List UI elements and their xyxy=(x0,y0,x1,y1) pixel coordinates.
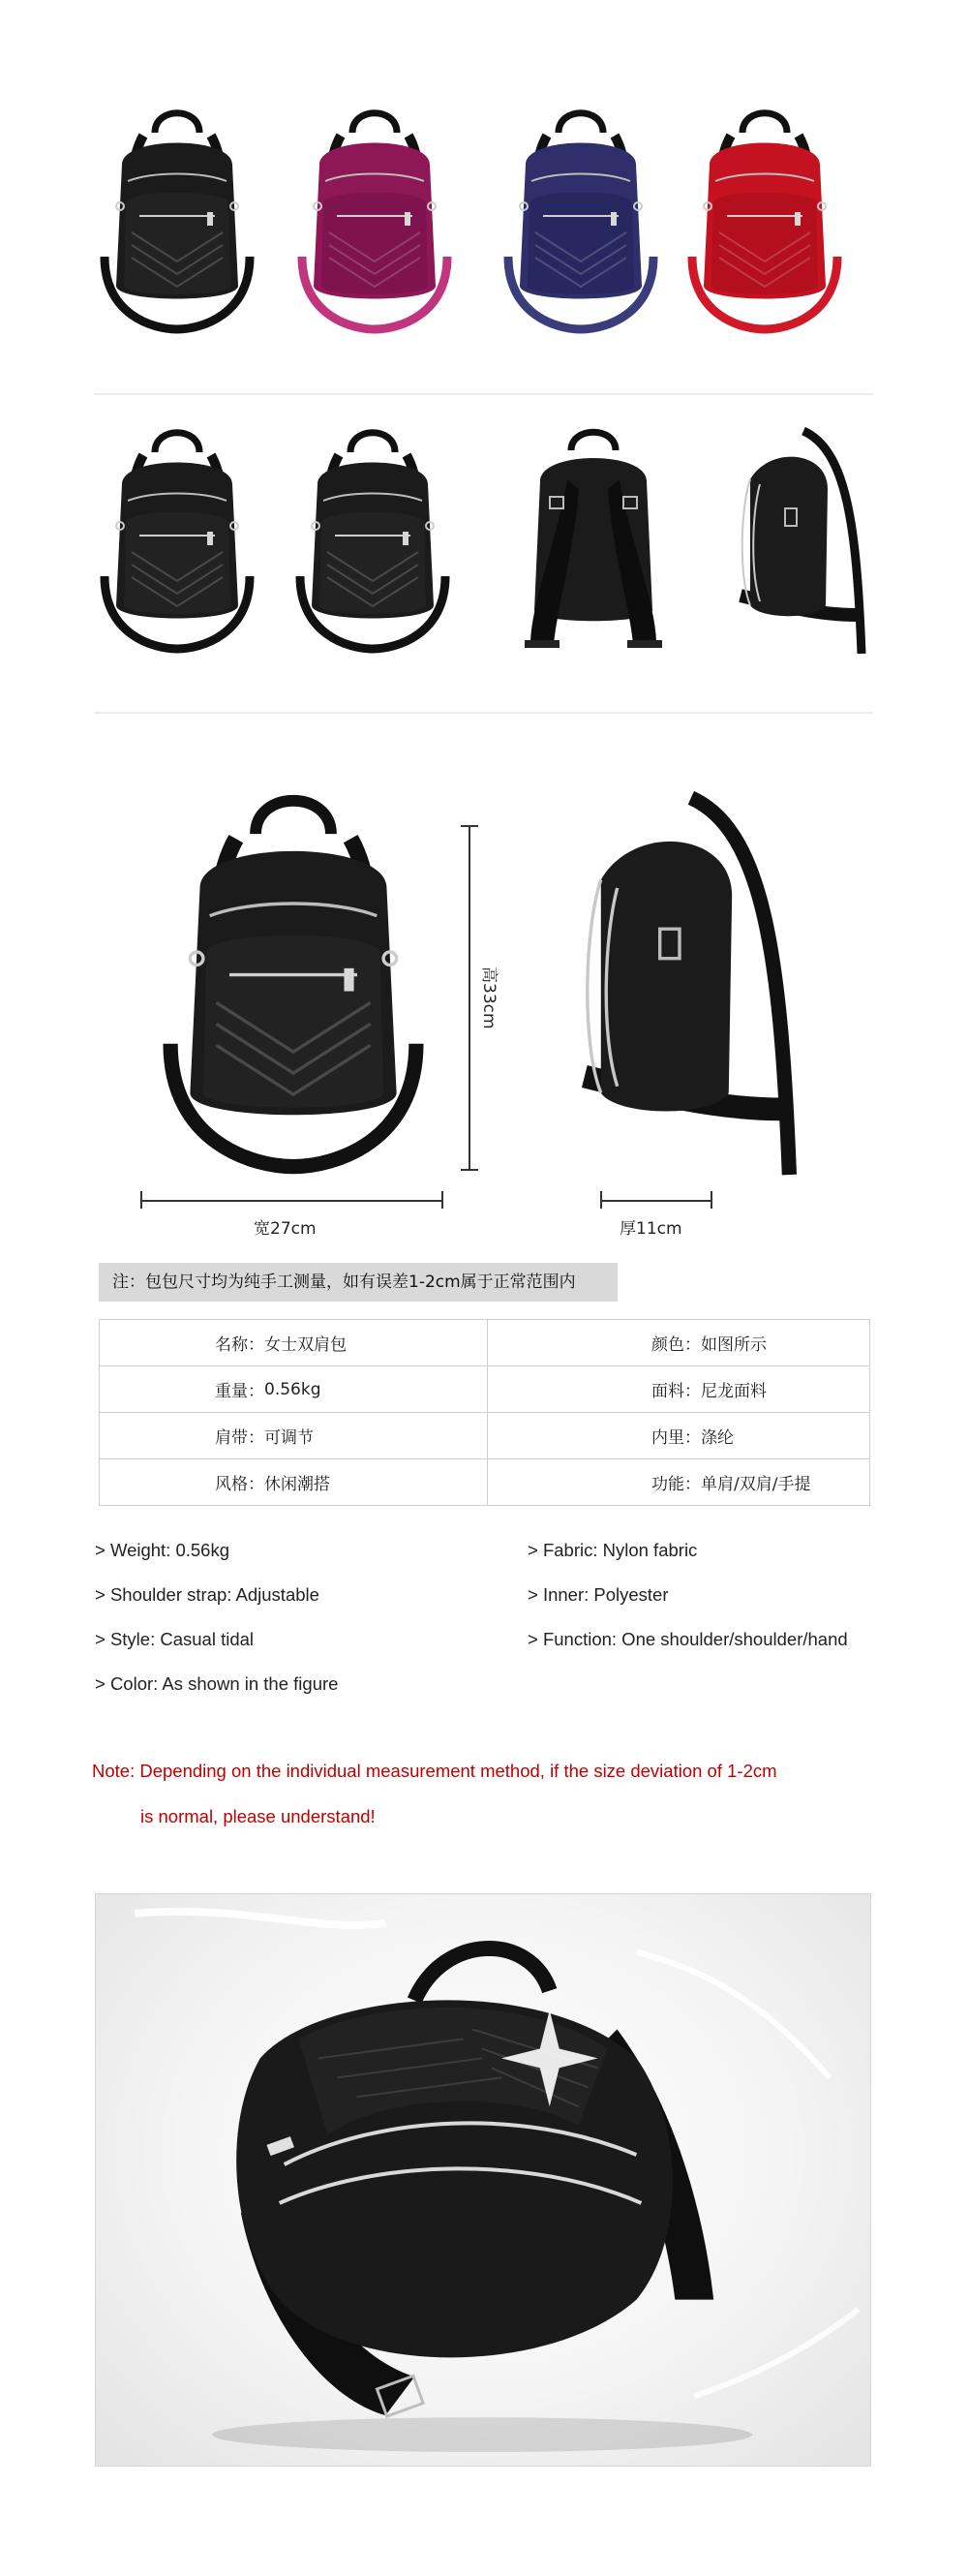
width-label: 宽27cm xyxy=(254,1219,317,1239)
spec-value: 休闲潮搭 xyxy=(264,1475,330,1494)
table-row xyxy=(100,1413,870,1459)
table-row xyxy=(100,1459,870,1506)
table-row xyxy=(100,1366,870,1413)
depth-ruler-cap-left xyxy=(600,1191,602,1209)
angle-three-quarter-thumb[interactable] xyxy=(290,412,455,663)
height-ruler-cap-bottom xyxy=(461,1169,478,1171)
width-ruler-cap-left xyxy=(140,1191,142,1209)
hero-product-image xyxy=(95,1893,871,2467)
spec-key: 重量： xyxy=(215,1382,264,1401)
spec-value: 女士双肩包 xyxy=(264,1335,347,1355)
spec-key: 颜色： xyxy=(651,1335,701,1355)
divider xyxy=(94,393,873,395)
spec-en-fabric: > Fabric: Nylon fabric xyxy=(528,1540,698,1560)
hero-backpack-illustration xyxy=(96,1894,870,2466)
variant-purple-thumb[interactable] xyxy=(292,92,457,344)
spec-en-strap: > Shoulder strap: Adjustable xyxy=(95,1584,319,1605)
height-label: 高33cm xyxy=(479,966,499,1029)
size-side-image xyxy=(503,765,813,1191)
width-ruler-cap-right xyxy=(441,1191,443,1209)
spec-en-inner: > Inner: Polyester xyxy=(528,1584,669,1605)
depth-ruler xyxy=(600,1200,712,1202)
spec-value: 0.56kg xyxy=(264,1379,321,1399)
spec-key: 肩带： xyxy=(215,1428,264,1448)
spec-table xyxy=(99,1319,870,1506)
spec-value: 涤纶 xyxy=(701,1428,734,1448)
height-ruler xyxy=(469,826,470,1171)
measurement-note-en-line1: Note: Depending on the individual measurement method, if the size deviation of 1-2cm xyxy=(92,1761,777,1781)
variant-navy-thumb[interactable] xyxy=(499,92,663,344)
spec-value: 单肩/双肩/手提 xyxy=(701,1475,811,1494)
spec-en-function: > Function: One shoulder/shoulder/hand xyxy=(528,1629,848,1649)
width-ruler xyxy=(140,1200,443,1202)
spec-en-weight: > Weight: 0.56kg xyxy=(95,1540,230,1560)
spec-key: 内里： xyxy=(651,1428,701,1448)
spec-key: 功能： xyxy=(651,1475,701,1494)
spec-key: 风格： xyxy=(215,1475,264,1494)
spec-value: 可调节 xyxy=(264,1428,314,1448)
angle-back-thumb[interactable] xyxy=(511,412,676,663)
divider xyxy=(94,712,873,714)
table-row xyxy=(100,1320,870,1366)
spec-en-color: > Color: As shown in the figure xyxy=(95,1673,339,1694)
depth-label: 厚11cm xyxy=(620,1219,682,1239)
height-ruler-cap-top xyxy=(461,825,478,827)
spec-key: 面料： xyxy=(651,1382,701,1401)
spec-en-style: > Style: Casual tidal xyxy=(95,1629,255,1649)
depth-ruler-cap-right xyxy=(711,1191,712,1209)
size-front-image xyxy=(124,765,463,1191)
angle-front-thumb[interactable] xyxy=(95,412,259,663)
measurement-note-cn: 注：包包尺寸均为纯手工测量，如有误差1-2cm属于正常范围内 xyxy=(99,1263,618,1302)
angle-side-thumb[interactable] xyxy=(702,412,866,663)
variant-red-thumb[interactable] xyxy=(682,92,847,344)
variant-black-thumb[interactable] xyxy=(95,92,259,344)
measurement-note-en-line2: is normal, please understand! xyxy=(140,1806,376,1826)
spec-value: 尼龙面料 xyxy=(701,1382,767,1401)
spec-value: 如图所示 xyxy=(701,1335,767,1355)
spec-key: 名称： xyxy=(215,1335,264,1355)
